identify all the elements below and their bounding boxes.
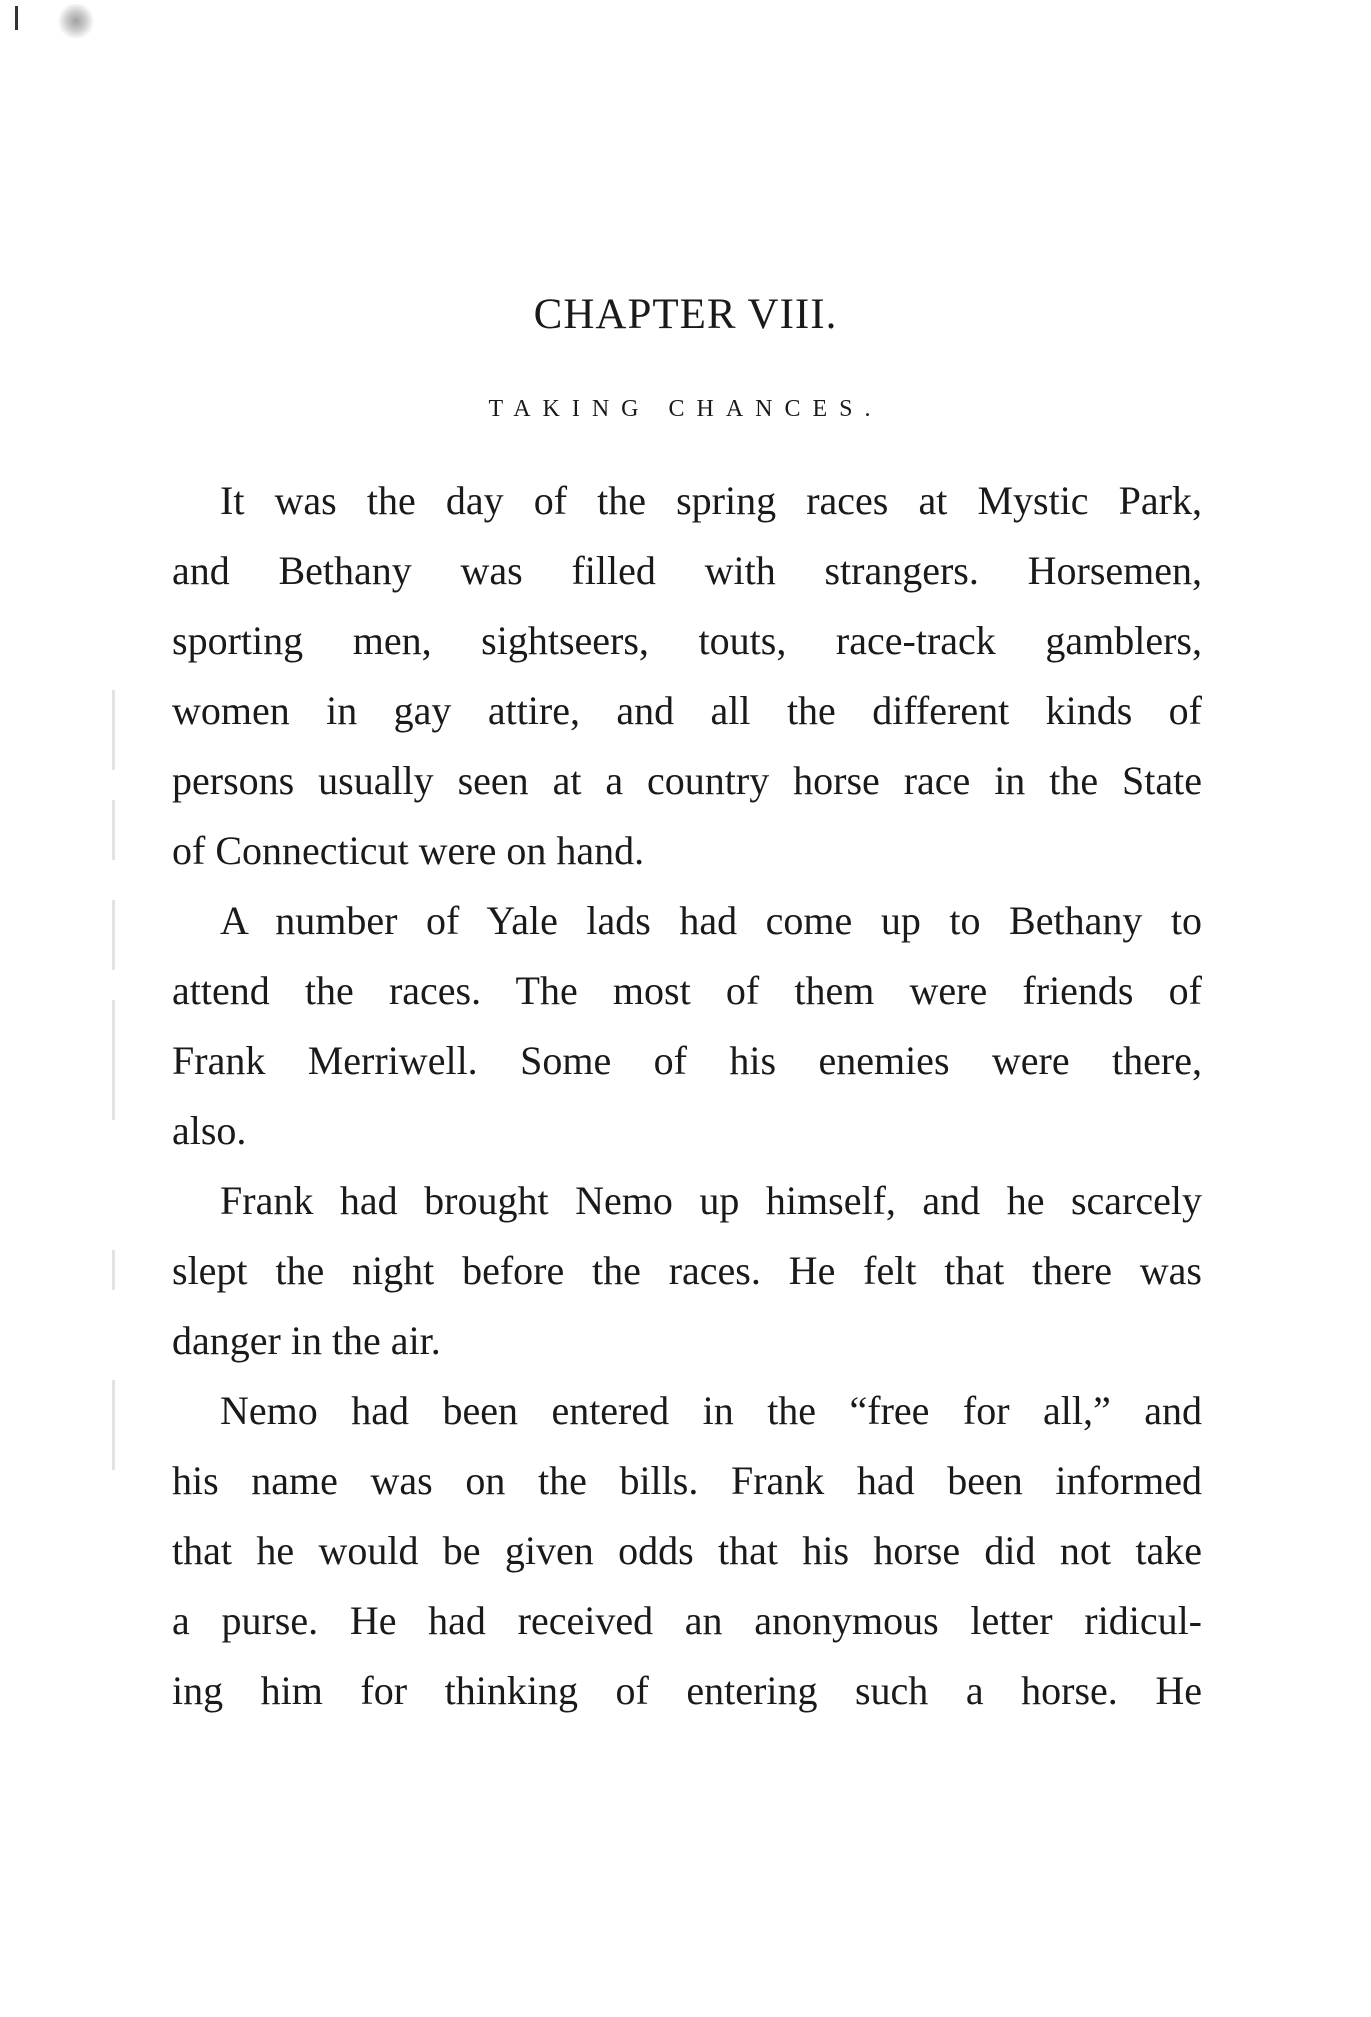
text-line: his name was on the bills. Frank had been informed (172, 1458, 1202, 1503)
text-line: Frank Merriwell. Some of his enemies were there, (172, 1038, 1202, 1083)
corner-mark (15, 6, 18, 30)
text-line: ing him for thinking of entering such a horse. He (172, 1668, 1202, 1713)
text-line: that he would be given odds that his horse did not take (172, 1528, 1202, 1573)
text-line: persons usually seen at a country horse race in the State (172, 758, 1202, 803)
margin-speck (112, 900, 115, 970)
text-line: It was the day of the spring races at Mystic Park, (220, 478, 1202, 523)
margin-speck (112, 1380, 115, 1470)
text-line: Nemo had been entered in the “free for all,” and (220, 1388, 1202, 1433)
scan-smudge (56, 4, 96, 38)
margin-speck (112, 1250, 115, 1290)
body-text (172, 466, 1202, 1726)
chapter-title: CHAPTER VIII. (533, 291, 838, 338)
text-line: a purse. He had received an anonymous letter ridicul- (172, 1598, 1202, 1643)
text-line: of Connecticut were on hand. (172, 828, 645, 873)
text-line: danger in the air. (172, 1318, 441, 1363)
text-line: A number of Yale lads had come up to Bethany to (220, 898, 1202, 943)
text-line: also. (172, 1108, 247, 1153)
margin-speck (112, 1000, 115, 1120)
text-line: slept the night before the races. He felt that there was (172, 1248, 1202, 1293)
text-line: attend the races. The most of them were friends of (172, 968, 1202, 1013)
text-line: sporting men, sightseers, touts, race-track gamblers, (172, 618, 1202, 663)
text-line: women in gay attire, and all the different kinds of (172, 688, 1202, 733)
margin-speck (112, 690, 115, 770)
text-line: and Bethany was filled with strangers. Horsemen, (172, 548, 1202, 593)
margin-speck (112, 800, 115, 860)
text-line: Frank had brought Nemo up himself, and he scarcely (220, 1178, 1202, 1223)
chapter-subtitle: TAKING CHANCES. (488, 396, 883, 422)
